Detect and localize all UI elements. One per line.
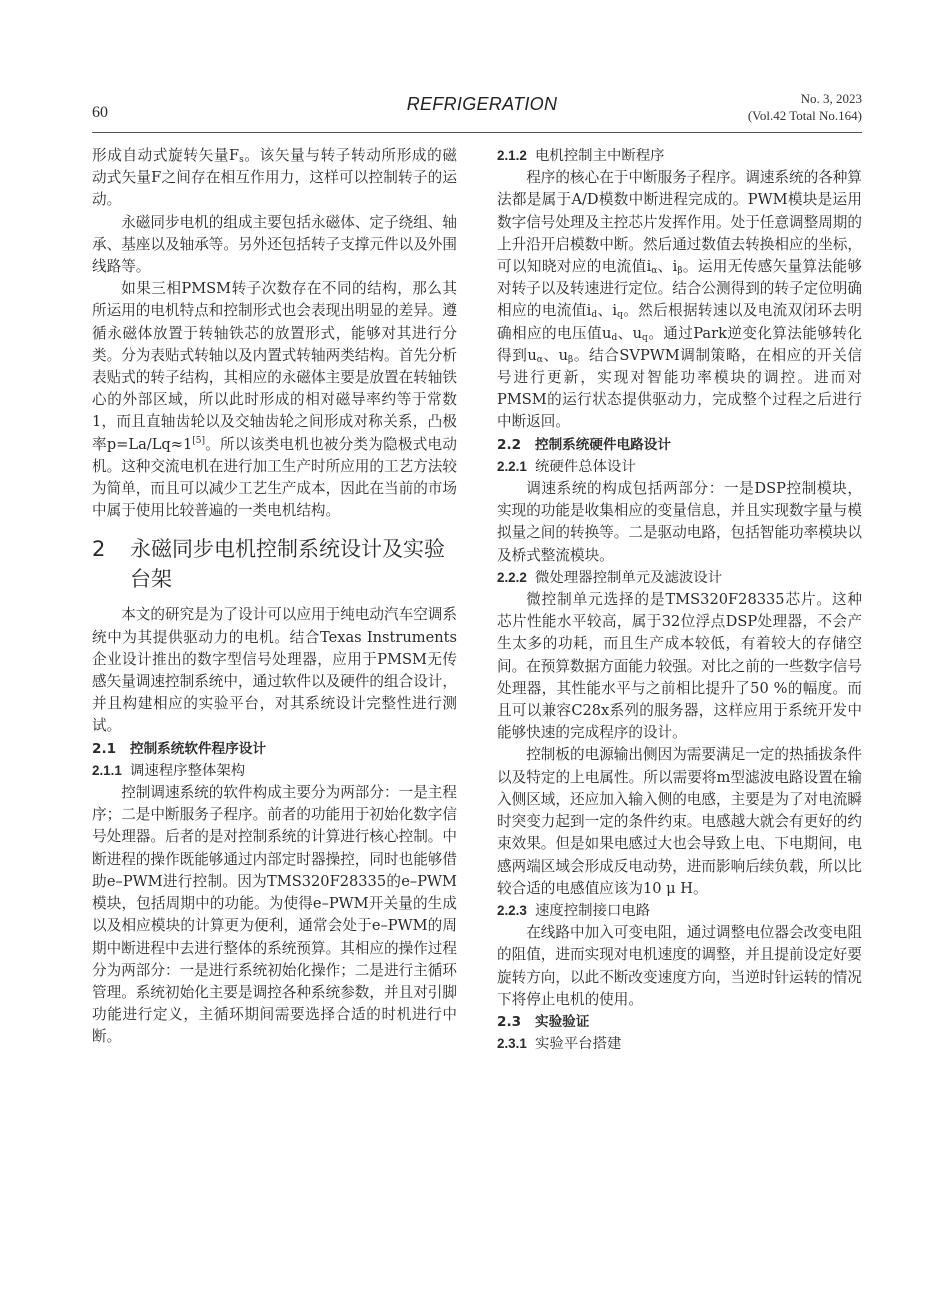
paragraph: 本文的研究是为了设计可以应用于纯电动汽车空调系统中为其提供驱动力的电机。结合Texas Instruments企业设计推出的数字型信号处理器，应用于PMSM无传感矢量调速控制系统中，通过软件以及硬件的组合设计，并且构建相应的实验平台，对其系统设计完整性进行测试。 [92, 606, 457, 735]
volume-info: (Vol.42 Total No.164) [747, 108, 862, 123]
page-number: 60 [92, 104, 108, 121]
page-header [92, 88, 862, 128]
subsection-heading: 2.1 控制系统软件程序设计 [92, 740, 266, 757]
paragraph: 调速系统的构成包括两部分：一是DSP控制模块，实现的功能是收集相应的变量信息，并且实现数字量与模拟量之间的转换等。二是驱动电路，包括智能功率模块以及桥式整流模块。 [497, 480, 862, 564]
journal-title: REFRIGERATION [406, 94, 558, 114]
paragraph: 微控制单元选择的是TMS320F28335芯片。这种芯片性能水平较高，属于32位浮点DSP处理器，不会产生太多的功耗，而且生产成本较低，有着较大的存储空间。在预算数据方面能力较强。对比之前的一些数字信号处理器，其性能水平与之前相比提升了50 %的幅度。而且可以兼容C28x系列的服务器，这样应用于系统开发中能够快速的完成程序的设计。 [497, 591, 862, 742]
issue-number: No. 3, 2023 [800, 91, 862, 106]
subsection-heading: 2.2 控制系统硬件电路设计 [497, 436, 671, 453]
issue-info [748, 90, 862, 124]
subsubsection-heading: 2.2.3 速度控制接口电路 [497, 902, 651, 919]
subsubsection-heading: 2.2.1 统硬件总体设计 [497, 458, 636, 475]
paragraph: 控制调速系统的软件构成主要分为两部分：一是主程序；二是中断服务子程序。前者的功能用于初始化数字信号处理器。后者的是对控制系统的计算进行核心控制。中断进程的操作既能够通过内部定时器操控，同时也能够借助e–PWM进行控制。因为TMS320F28335的e–PWM模块，包括周期中的功能。为使得e–PWM开关量的生成以及相应模块的计算更为便利，通常会处于e–PWM的周期中断进程中去进行整体的系统预算。其相应的操作过程分为两部分：一是进行系统初始化操作；二是进行主循环管理。系统初始化主要是调控各种系统参数，并且对引脚功能进行定义，主循环期间需要选择合适的时机进行中断。 [92, 784, 457, 1046]
subsubsection-heading: 2.2.2 微处理器控制单元及滤波设计 [497, 569, 723, 586]
subsubsection-heading: 2.1.1 调速程序整体架构 [92, 762, 246, 779]
right-column [497, 145, 862, 1055]
paragraph: 如果三相PMSM转子次数存在不同的结构，那么其所运用的电机特点和控制形式也会表现出明显的差异。遵循永磁体放置于转轴铁芯的放置形式，能够对其进行分类。分为表贴式转轴以及内置式转轴两类结构。首先分析表贴式的转子结构，其相应的永磁体主要是放置在转轴铁心的外部区域，所以此时形成的相对磁导率约等于常数1，而且直轴齿轮以及交轴齿轮之间形成对称关系，凸极率p=La/Lq≈1[5]。所以该类电机也被分类为隐极式电动机。这种交流电机在进行加工生产时所应用的工艺方法较为简单，而且可以减少工艺生产成本，因此在当前的市场中属于使用比较普遍的一类电机结构。 [92, 280, 457, 520]
header-rule [92, 132, 862, 133]
paragraph: 控制板的电源输出侧因为需要满足一定的热插拔条件以及特定的上电属性。所以需要将m型滤波电路设置在输入侧区域，还应加入输入侧的电感，主要是为了对电流瞬时突变力起到一定的条件约束。电感越大就会有更好的约束效果。但是如果电感过大也会导致上电、下电期间，电感两端区域会形成反电动势，进而影响后续负载，所以比较合适的电感值应该为10 μ H。 [497, 746, 862, 897]
paragraph: 形成自动式旋转矢量$F_s$。该矢量与转子转动所形成的磁动式矢量F之间存在相互作用力，这样可以控制转子的运动。 [92, 147, 457, 209]
subsubsection-heading: 2.3.1 实验平台搭建 [497, 1036, 622, 1053]
citation: [5] [192, 435, 205, 446]
paragraph: 在线路中加入可变电阻，通过调整电位器会改变电阻的阻值，进而实现对电机速度的调整，并且提前设定好要旋转方向，以此不断改变速度方向，当逆时针运转的情况下将停止电机的使用。 [497, 924, 862, 1008]
subsection-heading: 2.3 实验验证 [497, 1013, 590, 1030]
section-heading: 2 永磁同步电机控制系统设计及实验台架 [92, 537, 445, 592]
subsubsection-heading: 2.1.2 电机控制主中断程序 [497, 148, 665, 164]
paragraph: 永磁同步电机的组成主要包括永磁体、定子绕组、轴承、基座以及轴承等。另外还包括转子支撑元件以及外围线路等。 [92, 213, 457, 276]
paragraph: 程序的核心在于中断服务子程序。调速系统的各种算法都是属于A/D模数中断进程完成的。PWM模块是运用数字信号处理及主控芯片发挥作用。处于任意调整周期的上升沿开启模数中断。然后通过数值去转换相应的坐标，可以知晓对应的电流值$i_\alpha$、$i_\beta$。运用无传感矢量算法能够对转子以及转速进行定位。结合公测得到的转子定位明确相应的电流值$i_d$、$i_q$。然后根据转速以及电流双闭环去明确相应的电压值$u_d$、$u_q$。通过Park逆变化算法能够转化得到$u_\alpha$、$u_\beta$。结合SVPWM调制策略，在相应的开关信号进行更新，实现对智能功率模块的调控。进而对PMSM的运行状态提供驱动力，完成整个过程之后进行中断返回。 [497, 169, 862, 431]
left-column [92, 145, 457, 1049]
